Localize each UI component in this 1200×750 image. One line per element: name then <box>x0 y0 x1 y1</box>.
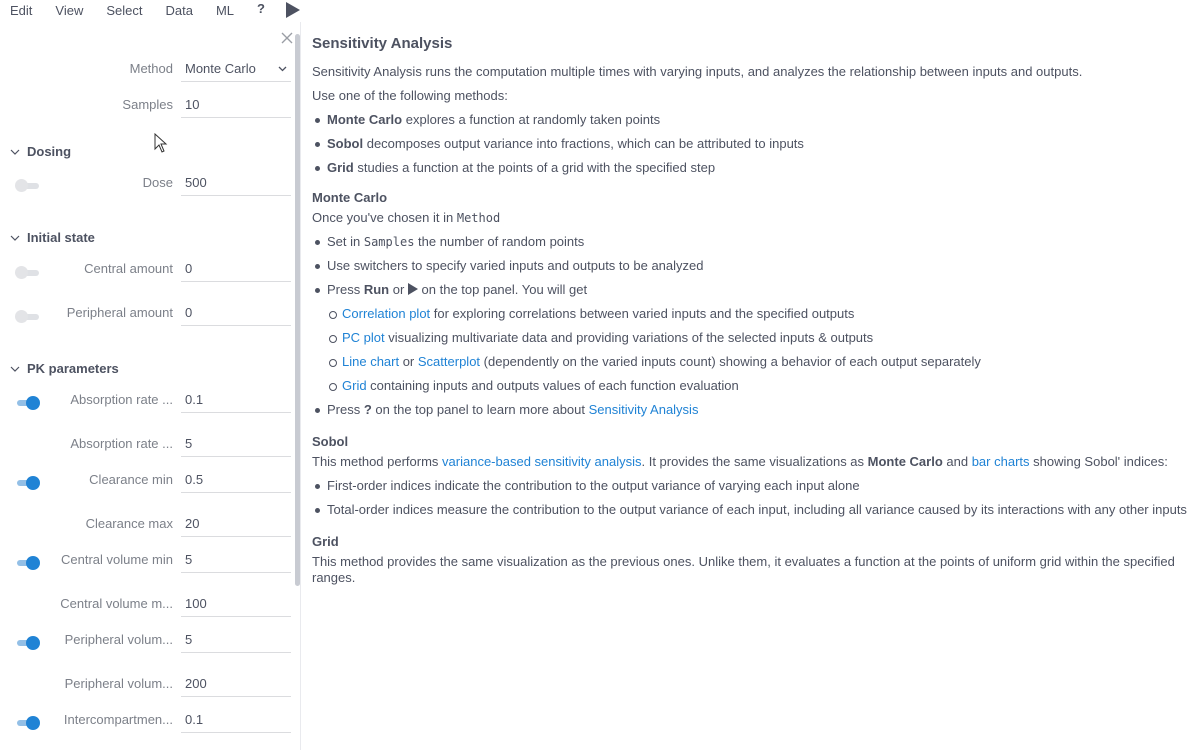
menu-bar <box>0 0 1200 22</box>
grid-heading: Grid <box>312 534 339 549</box>
chevron-down-icon <box>10 364 20 374</box>
peripheral-amount-input[interactable]: 0 <box>181 302 291 326</box>
absorption-rate-min-input[interactable]: 0.1 <box>181 389 291 413</box>
sobol-heading: Sobol <box>312 434 349 449</box>
monte-carlo-heading: Monte Carlo <box>312 190 388 205</box>
peripheral-amount-row <box>0 304 300 340</box>
list-item: PC plot visualizing multivariate data and providing variations of the selected inputs & outputs <box>312 330 1197 346</box>
central-amount-label: Central amount <box>84 261 173 276</box>
section-pk-parameters[interactable] <box>10 361 119 376</box>
peripheral-volume-min-input[interactable]: 5 <box>181 629 291 653</box>
grid-text: This method provides the same visualization as the previous ones. Unlike them, it evaluates a function at the points of uniform grid within the specified ranges. <box>312 554 1175 585</box>
central-volume-max-row <box>0 595 300 631</box>
list-item: Grid studies a function at the points of a grid with the specified step <box>312 160 1197 176</box>
clearance-min-row <box>0 471 300 507</box>
peripheral-volume-max-row <box>0 675 300 711</box>
bar-charts-link[interactable]: bar charts <box>971 454 1030 469</box>
help-content <box>312 34 1197 594</box>
list-item: Total-order indices measure the contribution to the output variance of each input, including all variance caused by its interactions with any other inputs <box>312 502 1197 518</box>
menu-select[interactable]: Select <box>106 3 143 18</box>
methods-list <box>312 112 1197 176</box>
list-item: Grid containing inputs and outputs values of each function evaluation <box>312 378 1197 394</box>
central-amount-row <box>0 260 300 296</box>
peripheral-volume-min-label: Peripheral volum... <box>64 632 173 647</box>
central-volume-min-label: Central volume min <box>61 552 173 567</box>
central-volume-max-input[interactable]: 100 <box>181 593 291 617</box>
clearance-max-label: Clearance max <box>85 516 173 531</box>
list-item: Use switchers to specify varied inputs and outputs to be analyzed <box>312 258 1197 274</box>
absorption-rate-min-row <box>0 391 300 427</box>
central-volume-toggle[interactable] <box>15 558 39 568</box>
section-dosing[interactable] <box>10 144 71 159</box>
peripheral-amount-toggle[interactable] <box>15 312 39 322</box>
list-item: Press ? on the top panel to learn more about Sensitivity Analysis <box>312 402 1197 418</box>
central-amount-toggle[interactable] <box>15 268 39 278</box>
sobol-text: This method performs variance-based sensitivity analysis. It provides the same visualizations as Monte Carlo and bar charts showing Sobol' indices: <box>312 454 1168 469</box>
dose-input[interactable]: 500 <box>181 172 291 196</box>
method-select[interactable] <box>181 58 291 82</box>
peripheral-volume-min-row <box>0 631 300 667</box>
page-title: Sensitivity Analysis <box>312 35 453 52</box>
section-dosing-label: Dosing <box>27 144 72 159</box>
list-item: Correlation plot for exploring correlations between varied inputs and the specified outputs <box>312 306 1197 322</box>
method-label: Method <box>129 61 173 76</box>
intro-text: Sensitivity Analysis runs the computation multiple times with varying inputs, and analyzes the relationship between inputs and outputs. <box>312 64 1083 79</box>
variance-based-link[interactable]: variance-based sensitivity analysis <box>442 454 642 469</box>
peripheral-volume-max-label: Peripheral volum... <box>64 676 173 691</box>
monte-carlo-intro: Once you've chosen it in Method <box>312 210 501 225</box>
list-item: First-order indices indicate the contribution to the output variance of varying each input alone <box>312 478 1197 494</box>
samples-input[interactable]: 10 <box>181 94 291 118</box>
absorption-rate-min-label: Absorption rate ... <box>70 392 173 407</box>
help-button[interactable]: ? <box>257 1 265 16</box>
mouse-cursor-icon <box>154 133 168 153</box>
list-item: Monte Carlo explores a function at randomly taken points <box>312 112 1197 128</box>
central-volume-min-row <box>0 551 300 587</box>
sobol-indices-list <box>312 478 1197 518</box>
list-item: Press Run or on the top panel. You will get <box>312 282 1197 298</box>
chevron-down-icon <box>10 147 20 157</box>
pc-plot-link[interactable]: PC plot <box>342 330 385 345</box>
grid-link[interactable]: Grid <box>342 378 367 393</box>
chevron-down-icon <box>10 233 20 243</box>
monte-carlo-outputs <box>312 306 1197 394</box>
menu-data[interactable]: Data <box>165 3 193 18</box>
clearance-min-input[interactable]: 0.5 <box>181 469 291 493</box>
monte-carlo-help <box>312 402 1197 418</box>
correlation-plot-link[interactable]: Correlation plot <box>342 306 431 321</box>
section-initial-state-label: Initial state <box>27 230 95 245</box>
list-item: Set in Samples the number of random points <box>312 234 1197 250</box>
menu-edit[interactable]: Edit <box>10 3 33 18</box>
clearance-min-label: Clearance min <box>89 472 173 487</box>
intercompartmental-label: Intercompartmen... <box>63 712 173 727</box>
absorption-rate-max-input[interactable]: 5 <box>181 433 291 457</box>
samples-label: Samples <box>122 97 173 112</box>
samples-row <box>0 96 300 132</box>
sensitivity-analysis-link[interactable]: Sensitivity Analysis <box>588 402 699 417</box>
method-select-value: Monte Carlo <box>185 61 256 76</box>
panel-divider[interactable] <box>300 22 301 750</box>
intercompartmental-input[interactable]: 0.1 <box>181 709 291 733</box>
list-item: Line chart or Scatterplot (dependently on the varied inputs count) showing a behavior of each output separately <box>312 354 1197 370</box>
section-initial-state[interactable] <box>10 230 95 245</box>
intercompartmental-toggle[interactable] <box>15 718 39 728</box>
absorption-rate-max-label: Absorption rate ... <box>70 436 173 451</box>
list-item: Sobol decomposes output variance into fractions, which can be attributed to inputs <box>312 136 1197 152</box>
central-volume-max-label: Central volume m... <box>60 596 173 611</box>
menu-ml[interactable]: ML <box>215 3 235 18</box>
peripheral-amount-label: Peripheral amount <box>66 305 173 320</box>
peripheral-volume-toggle[interactable] <box>15 638 39 648</box>
chevron-down-icon <box>278 64 287 73</box>
method-row <box>0 60 300 96</box>
absorption-rate-max-row <box>0 435 300 471</box>
dose-row <box>0 174 300 210</box>
dose-toggle[interactable] <box>15 181 39 191</box>
play-icon <box>408 283 418 295</box>
monte-carlo-steps <box>312 234 1197 298</box>
central-volume-min-input[interactable]: 5 <box>181 549 291 573</box>
section-pk-parameters-label: PK parameters <box>27 361 119 376</box>
run-play-icon[interactable] <box>285 2 301 18</box>
clearance-toggle[interactable] <box>15 478 39 488</box>
dose-label: Dose <box>142 175 173 190</box>
close-icon[interactable] <box>280 31 294 45</box>
peripheral-volume-max-input[interactable]: 200 <box>181 673 291 697</box>
central-amount-input[interactable]: 0 <box>181 258 291 282</box>
scatterplot-link[interactable]: Scatterplot <box>417 354 481 369</box>
absorption-rate-toggle[interactable] <box>15 398 39 408</box>
intercompartmental-row <box>0 711 300 747</box>
menu-view[interactable]: View <box>55 3 84 18</box>
clearance-max-input[interactable]: 20 <box>181 513 291 537</box>
use-methods-text: Use one of the following methods: <box>312 88 508 103</box>
line-chart-link[interactable]: Line chart <box>342 354 400 369</box>
clearance-max-row <box>0 515 300 551</box>
